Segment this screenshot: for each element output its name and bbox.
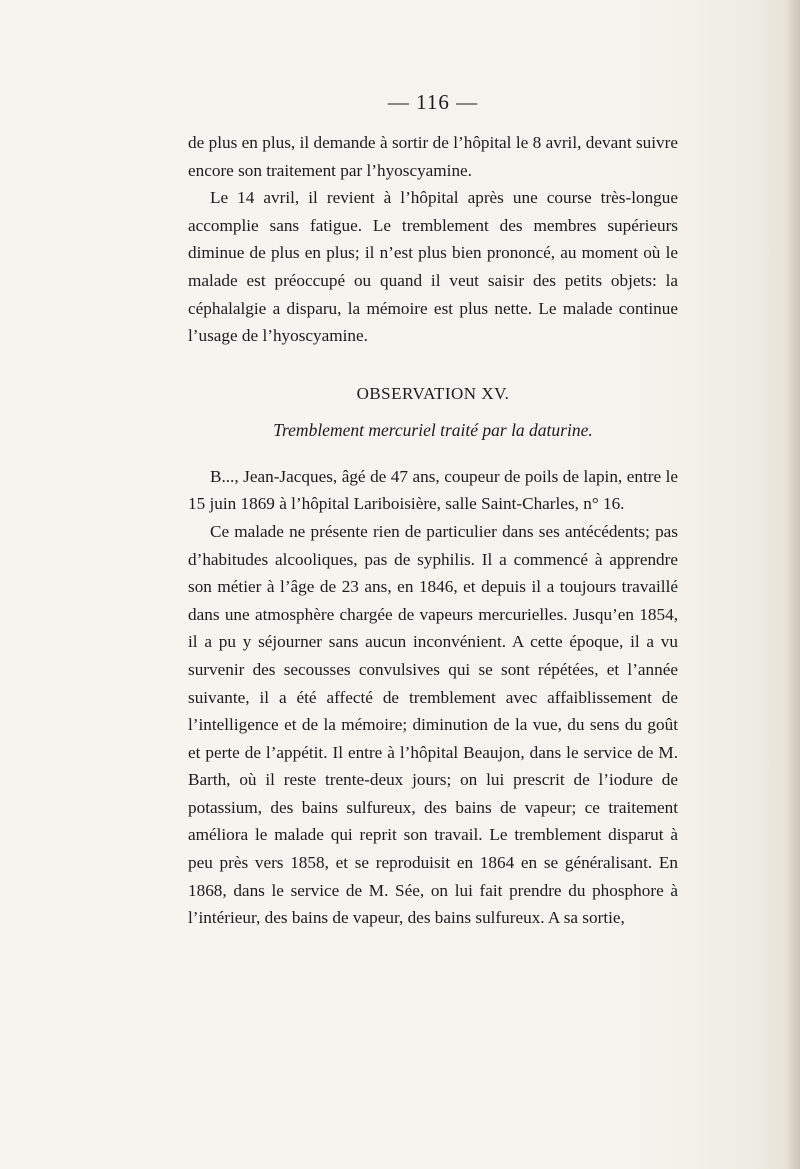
paragraph-continuation: de plus en plus, il demande à sortir de l’hôpital le 8 avril, devant suivre encore son traitement par l’hyoscyamine.: [188, 133, 678, 180]
page-edge-shadow: [786, 0, 800, 1169]
page-text: [188, 90, 678, 932]
page-number-header: — 116 —: [387, 90, 479, 114]
observation-title: OBSERVATION XV.: [356, 383, 510, 403]
paragraph-april-14: Le 14 avril, il revient à l’hôpital après une course très-longue accomplie sans fatigue. Le tremblement des membres supérieurs diminue de plus en plus; il n’est plus bien prononcé, au moment où le malade est préoccupé ou quand il veut saisir des petits objets: la céphalalgie a disparu, la mémoire est plus nette. Le malade continue l’usage de l’hyoscyamine.: [188, 188, 678, 346]
paragraph-patient-intro: B..., Jean-Jacques, âgé de 47 ans, coupeur de poils de lapin, entre le 15 juin 1869 à l’hôpital Lariboisière, salle Saint-Charles, n° 16.: [188, 466, 678, 514]
paragraph-patient-history: Ce malade ne présente rien de particulier dans ses antécédents; pas d’habitudes alcooliques, pas de syphilis. Il a commencé à apprendre son métier à l’âge de 23 ans, en 1846, et depuis il a toujours travaillé dans une atmosphère chargée de vapeurs mercurielles. Jusqu’en 1854, il a pu y séjourner sans aucun inconvénient. A cette époque, il a vu survenir des secousses convulsives qui se sont répétées, et l’année suivante, il a été affecté de tremblement avec affaiblissement de l’intelligence et de la mémoire; diminution de la vue, du sens du goût et perte de l’appétit. Il entre à l’hôpital Beaujon, dans le service de M. Barth, où il reste trente-deux jours; on lui prescrit de l’iodure de potassium, des bains sulfureux, des bains de vapeur; ce traitement améliora le malade qui reprit son travail. Le tremblement disparut à peu près vers 1858, et se reproduisit en 1864 en se généralisant. En 1868, dans le service de M. Sée, on lui fait prendre du phosphore à l’intérieur, des bains de vapeur, des bains sulfureux. A sa sortie,: [188, 521, 678, 928]
observation-subtitle: Tremblement mercuriel traité par la daturine.: [273, 419, 593, 440]
